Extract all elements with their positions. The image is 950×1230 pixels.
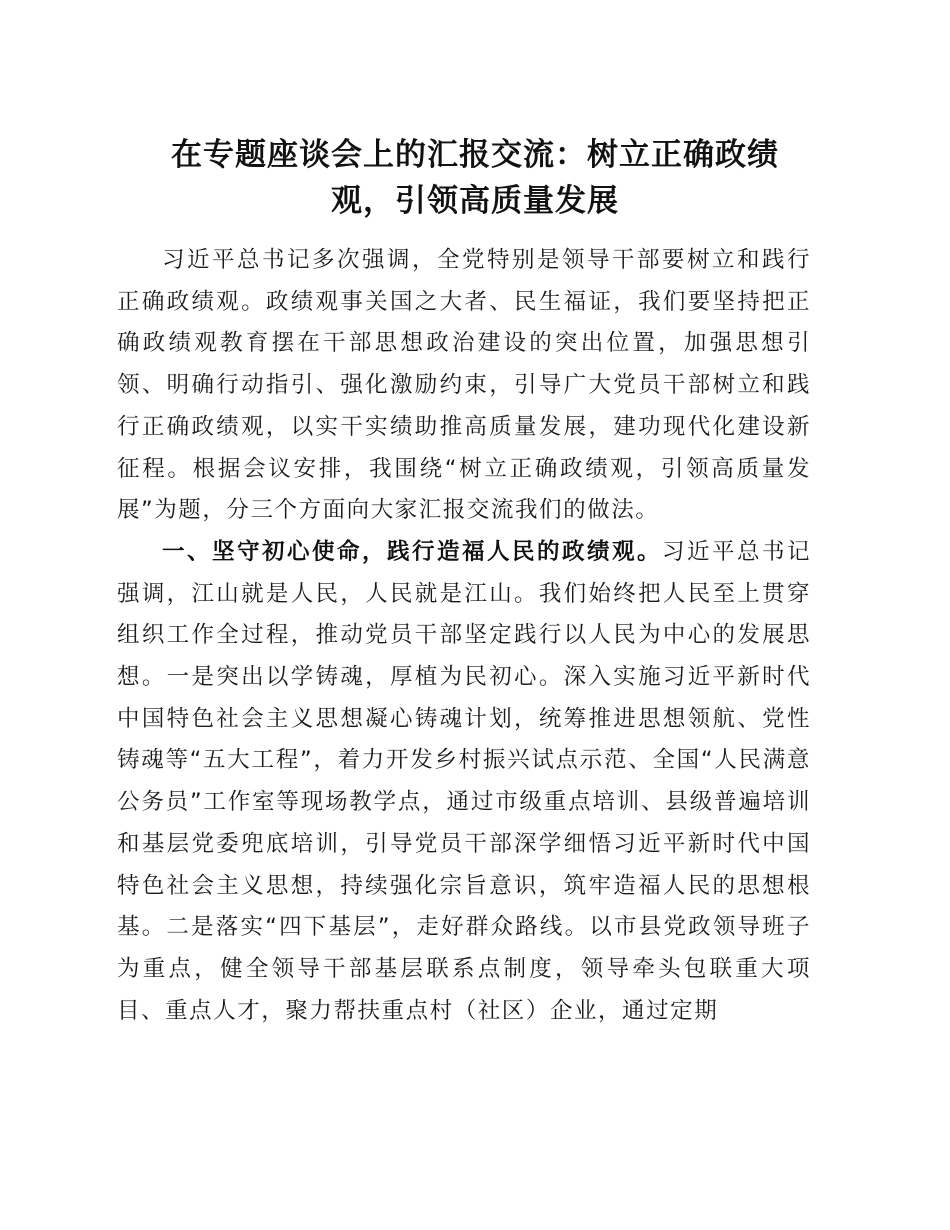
section-one-heading: 一、坚守初心使命，践行造福人民的政绩观。 — [162, 538, 662, 565]
intro-paragraph — [117, 240, 811, 532]
document-title — [118, 132, 832, 224]
paragraph-text: 习近平总书记多次强调，全党特别是领导干部要树立和践行正确政绩观。政绩观事关国之大者、民生福证，我们要坚持把正确政绩观教育摆在干部思想政治建设的突出位置，加强思想引领、明确行动指引、强化激励约束，引导广大党员干部树立和践行正确政绩观，以实干实绩助推高质量发展，建功现代化建设新征程。根据会议安排，我围绕“树立正确政绩观，引领高质量发展”为题，分三个方面向大家汇报交流我们的做法。 — [117, 247, 811, 524]
title-line-2: 观，引领高质量发展 — [331, 183, 619, 219]
document-body — [117, 240, 811, 1032]
section-one-paragraph — [117, 532, 811, 1032]
paragraph-text: 习近平总书记强调，江山就是人民，人民就是江山。我们始终把人民至上贯穿组织工作全过程，推动党员干部坚定践行以人民为中心的发展思想。一是突出以学铸魂，厚植为民初心。深入实施习近平新时代中国特色社会主义思想凝心铸魂计划，统筹推进思想领航、党性铸魂等“五大工程”，着力开发乡村振兴试点示范、全国“人民满意公务员”工作室等现场教学点，通过市级重点培训、县级普遍培训和基层党委兜底培训，引导党员干部深学细悟习近平新时代中国特色社会主义思想，持续强化宗旨意识，筑牢造福人民的思想根基。二是落实“四下基层”，走好群众路线。以市县党政领导班子为重点，健全领导干部基层联系点制度，领导牵头包联重大项目、重点人才，聚力帮扶重点村（社区）企业，通过定期 — [117, 538, 811, 1024]
title-line-1: 在专题座谈会上的汇报交流：树立正确政绩 — [171, 137, 779, 173]
